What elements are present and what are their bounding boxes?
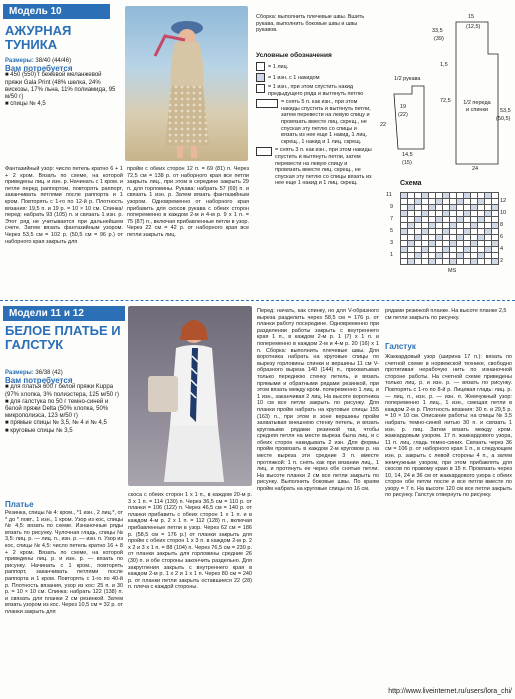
legend-title: Условные обозначения <box>256 52 332 59</box>
legend-item-5 <box>256 147 374 187</box>
chart-cell <box>485 259 492 265</box>
chart-title: Схема <box>400 180 422 187</box>
need-label: Вам потребуется <box>5 64 73 74</box>
chart-row-5: 5 <box>390 228 394 234</box>
model-11-12-title: БЕЛОЕ ПЛАТЬЕ И ГАЛСТУК <box>5 323 121 352</box>
legend-item-3-text: = 1 изн., при этом спустить накид предыдущего ряда и вытянуть петлю <box>268 84 364 97</box>
chart-row-1: 1 <box>390 252 394 258</box>
sizes-label: Размеры: <box>5 58 34 64</box>
chart-cell <box>408 259 415 265</box>
dim-12: 19 <box>400 104 407 110</box>
knit-symbol-icon <box>256 62 265 71</box>
legend-item-4-text: = снять 5 п. как изн., при этом накиды спустить и вытянуть петли, затем перевести на левую спицу и провязать вместе лиц. скрещ., не спуская эту петлю со спицы и вязать из нее еще 1 накид, 1 лиц. скрещ., 1 накид и 1 лиц. скрещ. <box>281 99 371 145</box>
need-line-3: ■ прямые спицы № 3,5, № 4 и № 4,5 <box>5 420 107 427</box>
model-10-materials <box>5 58 120 108</box>
garment-schematic-drawing <box>376 14 512 174</box>
stitch-chart <box>380 180 512 280</box>
model-10-header-text: Модель 10 <box>9 6 62 17</box>
chart-cell <box>450 259 457 265</box>
need-line-1: ■ для платья 600 г белой пряжи Kuppa (97% хлопка, 3% полиэстера, 125 м/50 г) <box>5 384 119 398</box>
needles-text: ■ спицы № 4,5 <box>5 101 46 108</box>
chart-row-11: 11 <box>386 192 392 198</box>
legend-item-2-text: = 1 изн. с 1 накидом <box>268 74 320 81</box>
chart-cell <box>436 259 443 265</box>
dropped-yarnover-symbol-icon <box>256 84 265 93</box>
legend-item-5-text: = снять 3 п. как изн., при этом накиды спустить и вытянуть петли, затем перевести на левую спицу и провязать вместе лиц. скрещ., не спуская эту петлю со спицы вязать из нее еще 1 накид и 1 лиц. скрещ. <box>275 147 372 187</box>
model-figure-illustration <box>125 6 248 161</box>
footer-url: http://www.liveinternet.ru/users/lora_chi/ <box>388 688 512 695</box>
chart-cell <box>415 259 422 265</box>
chart-cell <box>464 259 471 265</box>
sizes-value-2: 36/38 (42) <box>35 370 63 376</box>
model-10-assembly: Сборка: выполнить плечевые швы. Вшить рукава, выполнить боковые швы и швы рукавов. <box>256 14 365 34</box>
chart-row-8: 8 <box>500 222 504 228</box>
need-line-4: ■ круговые спицы № 3,5 <box>5 427 73 434</box>
dress-figure-illustration <box>128 306 252 486</box>
chart-cell <box>422 259 429 265</box>
dress-text-col2: скоса с обеих сторон 1 х 1 п., в каждом 20-м р. 3 х 1 п. = 114 (130) п. Через 36,5 см = 110 р. от планки = 106 (122) п. Через 46,5 см = 140 р. от планки прибавить с обеих сторон 1 х 1 п. и в каждом 4-м р. 2 х 1 п. = 112 (128) п., включая прибавленные петли в узор. Через 62 см = 186 р. (58,5 см = 176 р.) от планки закрыть для пройм с обеих сторон 1 х 3 п. в каждом 2-м р. 2 х 2 и 3 х 1 п. = 88 (104) п. Через 76,5 см = 230 р. от планки закрыть для горловины средние 26 (30) п. и обе стороны закончить раздельно. Для закругления закрыть с внутреннего края в каждом 2-м р. 1 х 2 и 1 х 1 п. Через 80 см = 240 р. от планки петли закрыть оставшиеся 22 (28) п. плеча с каждой стороны. <box>128 492 252 591</box>
chart-cell <box>401 259 408 265</box>
tie-title: Галстук <box>385 342 416 351</box>
model-10-text-col2: пройм с обеих сторон 12 п. = 69 (81) п. Через 72,5 см = 138 р. от наборного края все петли закрыть лиц., при этом в середине закрыть 29 п. для горловины. Рукава: набрать 57 (69) п. и связать 1 изн. р. Затем вязать фантазийным узором. Одновременно от наборного края прибавить для скосов рукава с обеих сторон попеременно в каждом 2-м и 4-м р. 9 х 1 п. = 75 (87) п., включая прибавленные петли в узор. Через 22 см = 42 р. от наборного края все петли закрыть лиц. <box>127 166 249 238</box>
chart-row-12: 12 <box>500 198 507 204</box>
model-10-text-col1: Фантазийный узор: число петель кратно 6 + 1 + 2 кром. Вязать по схеме, на которой приведены лиц. и изн. р. Начинать с 1 кром. и петли перед раппортом, повторять раппорт, заканчивать петлями после раппорта и 1 кром. Повторять с 1-го по 12-й р. Плотность вязания: 19,5 п. и 19 р. = 10 × 10 см. Спинка/перед: набрать 93 (105) п. и связать 1 изн. р. Этот ряд не учитывается при дальнейшем счете. Затем вязать фантазийным узором. Через 53,5 см = 102 р. (50,5 см = 96 р.) от наборного края закрыть для <box>5 166 123 245</box>
dress-title-block <box>5 500 123 509</box>
half-sleeve-label: 1/2 рукава <box>394 76 421 82</box>
bottom-model-section <box>0 302 515 687</box>
chart-cell <box>443 259 450 265</box>
chart-row-6: 6 <box>500 234 504 240</box>
dim-3: 33,5 <box>432 28 443 34</box>
dim-4: (39) <box>434 36 444 42</box>
model-10-header <box>3 4 110 19</box>
dim-16: 24 <box>472 166 479 172</box>
dim-9: 53,5 <box>500 108 511 114</box>
section-divider <box>0 300 515 301</box>
legend-item-1-text: = 1 лиц. <box>268 63 289 70</box>
dim-2: (12,5) <box>466 24 481 30</box>
model-10-photo <box>125 6 248 161</box>
chart-cell <box>478 259 485 265</box>
dim-11: (22) <box>398 112 408 118</box>
chart-row-4: 4 <box>500 246 504 252</box>
chart-grid <box>400 192 499 265</box>
chart-cell <box>429 259 436 265</box>
chart-cell <box>457 259 464 265</box>
five-stitch-cluster-symbol-icon <box>256 99 278 108</box>
model-11-12-header <box>3 306 125 321</box>
chart-row-7: 7 <box>390 216 394 222</box>
model-11-12-materials <box>5 370 125 435</box>
sizes-label-2: Размеры: <box>5 370 34 376</box>
dress-text-col3: Перед: начать, как спинку, но для V-образного выреза разделить через 58,5 см = 176 р. от планки работу посередине. Одновременно при разделении работы закрыть с внутреннего края 1 п., в каждом 2-м р. 1 (7) х 1 п. и попеременно в каждом 2-м и 4-м р. 20 (16) х 1 п. Сборка: выполнить плечевые швы. Для воротника набрать на круговые спицы по вырезу горловины спинки и вершины 11 см V-образного выреза 140 (144) п., прихватывая только переднюю стенку петель, и вязать прямыми и обратными рядами резинкой, при этом вязать между кром. попеременно 1 лиц. и 1 изн., заканчивая 2 лиц. На высоте воротника 10 см все петли закрыть по рисунку. Для планки пройм набрать на круговые спицы 155 (163) п., при этом в зоне вершины пройм захватывая внешнюю стенку петель, и вязать круговыми рядами резинкой так, чтобы средняя петля на месте выреза была лиц. и с обеих сторон накидывать 2 изн. Для формы пройм провязать в каждом 2-м круговом р. на месте выреза эти средние 3 п. вместе протяжкой: 1 п. снять как при вязании лиц., 1 лиц. и протянуть ее через обе снятые петли. На высоте планки 2 см все петли закрыть по рисунку. Выполнить боковые швы. По краям пройм набрать на круговые спицы по 16 см. <box>257 308 379 493</box>
dim-8: 72,5 <box>440 98 451 104</box>
purl-yarnover-symbol-icon <box>256 73 265 82</box>
top-model-section <box>0 0 515 300</box>
pattern-schematic <box>376 14 512 174</box>
tie-text-top: рядами резинкой планке. На высоте планке 2,5 см петли закрыть по рисунку. <box>385 308 507 321</box>
dim-14: (15) <box>402 160 412 166</box>
chart-cell <box>492 259 499 265</box>
dim-10: (50,5) <box>496 116 511 122</box>
chart-row-2: 2 <box>500 258 504 264</box>
legend-item-4 <box>256 99 374 145</box>
legend-block <box>256 52 374 292</box>
tie-text: Жаккардовый узор (ширина 17 п.): вязать по счетной схеме в норвежской технике, свободно протягивая нерабочую нить по изнаночной стороне работы. На счетной схеме приведены только лиц. р. и изн. р. — вязать по рисунку. Повторять с 1-го по 8-й р. Лицевая гладь: лиц. р. — лиц. п., изн. р. — изн. п. Жемчужный узор: попеременно 1 лиц., 1 изн., смещая петли в каждом 2-м р. Плотность вязания: 30 п. и 29,5 р. = 10 × 10 см. Описание работы: на спицы № 3,5 набрать темно-синей нитью 30 п. и связать 1 изн. р. лиц. Затем вязать между кром. жаккардовым узором. 17 п. жаккардового узора, 11 п. лиц. гладь темно-синих. Связать через 36 см = 106 р. от наборного края 1 п., в следующем изн. р. закрыть с левой стороны 4 п., а затем жемчужным узором, при этом прибавлять для скосов по правому краю в 15 п. Провязать через 10, 14, 24 и 36 см от жаккардового узора с обеих сторон обе петли после и все петли вместе по узору = 7 п. На высоте 120 см все петли закрыть по рисунку. Галстук отвернуть по рисунку. <box>385 354 512 499</box>
sizes-value: 38/40 (44/46) <box>35 58 72 64</box>
dim-17: 22 <box>380 122 387 128</box>
legend-item-2 <box>256 73 374 82</box>
chart-cell <box>471 259 478 265</box>
chart-row-10: 10 <box>500 210 507 216</box>
chart-row-3: 3 <box>390 240 394 246</box>
legend-item-1 <box>256 62 374 71</box>
model-11-12-header-text: Модели 11 и 12 <box>9 308 84 319</box>
dim-5: 1,5 <box>440 62 448 68</box>
legend-item-3 <box>256 84 374 97</box>
dim-1: 15 <box>468 14 475 20</box>
dress-title: Платье <box>5 500 34 509</box>
model-11-12-photo <box>128 306 252 486</box>
dim-13: 14,5 <box>402 152 413 158</box>
chart-ms-label: MS <box>448 268 457 274</box>
three-stitch-cluster-symbol-icon <box>256 147 272 156</box>
model-10-title: АЖУРНАЯ ТУНИКА <box>5 23 72 52</box>
chart-row-9: 9 <box>390 204 394 210</box>
need-line-2: ■ для галстука по 50 г темно-синей и белой пряжи Delta (50% хлопка, 50% микрополиэса, 123 м/50 г) <box>5 398 109 420</box>
dress-text-col1: Резинка, спицы № 4: кром., *1 изн., 2 лиц.*, от * до * повт., 1 изн., 1 кром. Узор из кос, спицы № 4,5: вязать по схеме. Изнаночные ряды вязать по рисунку. Чулочная гладь, спицы № 3,5: лиц. р. — лиц. п., изн. р. — изн. п. Узор из кос, спицы № 4,5: число петель кратно 16 + 8 + 2 кром. Вязать по схеме, на которой приведены лиц. р. и изн. р. — вязать по рисунку. Начинать с 1 кром., повторять раппорт, заканчивать петлями после раппорта и 1 кром. Повторять с 1-го по 40-й р. Плотность вязания, узор из кос: 25 п. и 30 р. = 10 × 10 см. Спинка: набрать 122 (138) п. и связать для планки 2 см резинкой. Затем вязать узором из кос. Через 10,5 см = 32 р. от планки закрыть для <box>5 510 123 615</box>
need-label-2: Вам потребуется <box>5 376 73 386</box>
need-text: ■ 450 (550) г бежевой меланжевой пряжи Gala Print (48% шелка, 24% вискозы, 17% льна, 11% полиамида, 95 м/50 г) <box>5 72 116 101</box>
half-front-label: 1/2 переда и спинки <box>463 100 491 113</box>
